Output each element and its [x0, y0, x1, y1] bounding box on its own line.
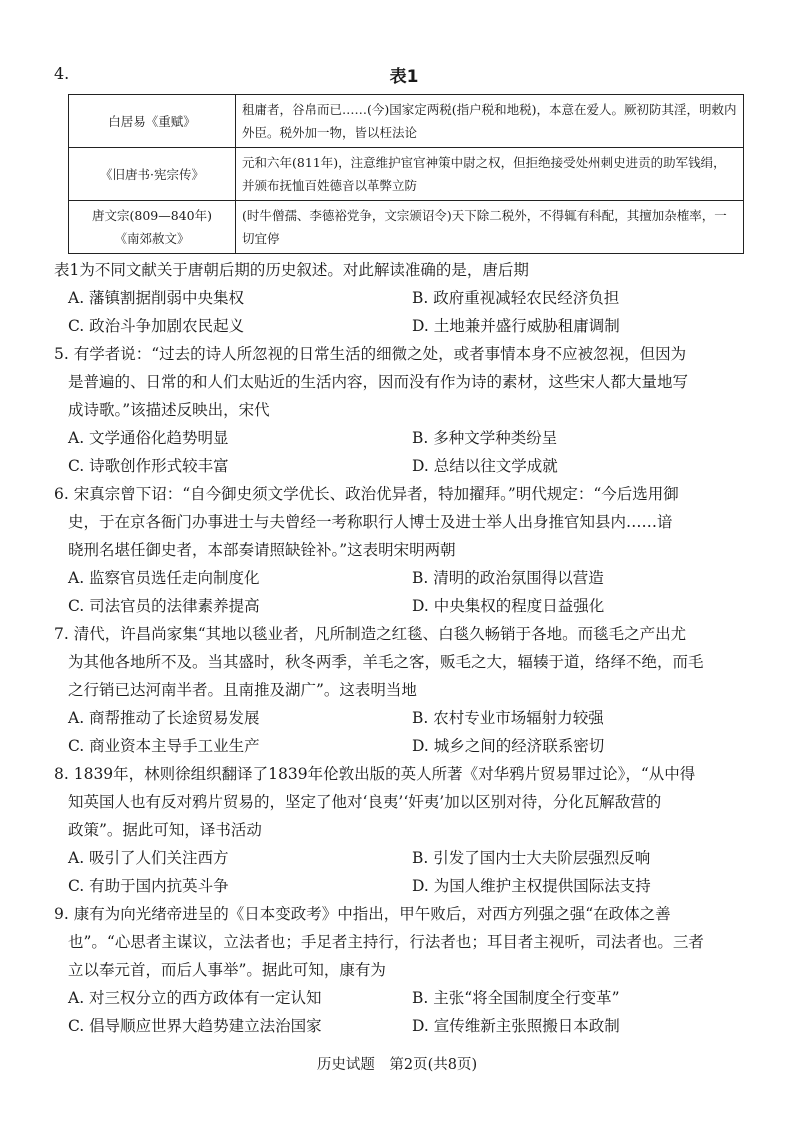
- option-a[interactable]: A. 文学通俗化趋势明显: [68, 429, 229, 447]
- options-grid: [68, 284, 754, 340]
- stem-line: 是普遍的、日常的和人们太贴近的生活内容，因而没有作为诗的素材，这些宋人都大量地写: [68, 373, 689, 391]
- options-grid: [68, 564, 754, 620]
- options-grid: [68, 704, 754, 760]
- question-4-header: [54, 64, 754, 88]
- option-d[interactable]: D. 土地兼并盛行威胁租庸调制: [412, 317, 620, 335]
- question-9: [54, 900, 754, 1040]
- option-b[interactable]: B. 农村专业市场辐射力较强: [412, 709, 604, 727]
- table-row: [69, 148, 744, 201]
- option-c[interactable]: C. 商业资本主导手工业生产: [68, 737, 260, 755]
- option-a[interactable]: A. 商帮推动了长途贸易发展: [68, 709, 260, 727]
- stem-line: 6. 宋真宗曾下诏：“自今御史须文学优长、政治优异者，特加擢拜。”明代规定：“今后选用御: [54, 485, 679, 503]
- table-content-cell: 租庸者，谷帛而已……(今)国家定两税(指户税和地税)，本意在爱人。厥初防其淫，明敕内外臣。税外加一物，皆以枉法论: [236, 95, 744, 148]
- source-table: [68, 94, 744, 254]
- question-7: [54, 620, 754, 760]
- option-c[interactable]: C. 倡导顺应世界大趋势建立法治国家: [68, 1017, 322, 1035]
- option-a[interactable]: A. 监察官员选任走向制度化: [68, 569, 260, 587]
- option-a[interactable]: A. 吸引了人们关注西方: [68, 849, 229, 867]
- table-source-cell: [69, 201, 236, 254]
- table-content-cell: (时牛僧孺、李德裕党争，文宗颁诏令)天下除二税外，不得辄有科配，其擅加杂榷率，一切宜停: [236, 201, 744, 254]
- stem-line: 知英国人也有反对鸦片贸易的，坚定了他对‘良夷’‘奸夷’加以区别对待，分化瓦解敌营的: [68, 793, 662, 811]
- source-line: 《南郊赦文》: [114, 231, 190, 246]
- option-b[interactable]: B. 清明的政治氛围得以营造: [412, 569, 604, 587]
- table-source-cell: 白居易《重赋》: [69, 95, 236, 148]
- options-grid: [68, 424, 754, 480]
- stem-line: 5. 有学者说：“过去的诗人所忽视的日常生活的细微之处，或者事情本身不应被忽视，但因为: [54, 345, 687, 363]
- option-a[interactable]: A. 藩镇割据削弱中央集权: [68, 289, 245, 307]
- question-stem: 表1为不同文献关于唐朝后期的历史叙述。对此解读准确的是，唐后期: [54, 261, 529, 279]
- stem-line: 之行销已达河南半者。且南推及湖广”。这表明当地: [68, 681, 417, 699]
- option-b[interactable]: B. 多种文学种类纷呈: [412, 429, 558, 447]
- source-line: 唐文宗(809—840年): [92, 208, 212, 223]
- stem-line: 晓刑名堪任御史者，本部奏请照缺铨补。”这表明宋明两朝: [68, 541, 456, 559]
- options-grid: [68, 984, 754, 1040]
- option-d[interactable]: D. 宣传维新主张照搬日本政制: [412, 1017, 620, 1035]
- stem-line: 立以奉元首，而后人事举”。据此可知，康有为: [68, 961, 386, 979]
- option-c[interactable]: C. 有助于国内抗英斗争: [68, 877, 229, 895]
- option-c[interactable]: C. 诗歌创作形式较丰富: [68, 457, 229, 475]
- option-a[interactable]: A. 对三权分立的西方政体有一定认知: [68, 989, 322, 1007]
- option-c[interactable]: C. 政治斗争加剧农民起义: [68, 317, 245, 335]
- question-8: [54, 760, 754, 900]
- stem-line: 9. 康有为向光绪帝进呈的《日本变政考》中指出，甲午败后，对西方列强之强“在政体之善: [54, 905, 671, 923]
- question-6: [54, 480, 754, 620]
- stem-line: 8. 1839年，林则徐组织翻译了1839年伦敦出版的英人所著《对华鸦片贸易罪过论》，“从中得: [54, 765, 696, 783]
- question-number: 4.: [54, 64, 70, 83]
- table-title: 表1: [389, 67, 419, 87]
- table-source-cell: 《旧唐书·宪宗传》: [69, 148, 236, 201]
- options-grid: [68, 844, 754, 900]
- stem-line: 成诗歌。”该描述反映出，宋代: [68, 401, 270, 419]
- table-row: [69, 95, 744, 148]
- option-b[interactable]: B. 引发了国内士大夫阶层强烈反响: [412, 849, 651, 867]
- option-d[interactable]: D. 城乡之间的经济联系密切: [412, 737, 605, 755]
- question-5: [54, 340, 754, 480]
- table-content-cell: 元和六年(811年)，注意维护宦官神策中尉之权，但拒绝接受处州刺史进贡的助军钱绢，并颁布抚恤百姓德音以革弊立防: [236, 148, 744, 201]
- stem-line: 为其他各地所不及。当其盛时，秋冬两季，羊毛之客，贩毛之大，辐辏于道，络绎不绝，而毛: [68, 653, 704, 671]
- option-b[interactable]: B. 主张“将全国制度全行变革”: [412, 989, 620, 1007]
- page-footer: 历史试题 第2页(共8页): [316, 1057, 478, 1073]
- stem-line: 史，于在京各衙门办事进士与夫曾经一考称职行人博士及进士举人出身推官知县内……谙: [68, 513, 673, 531]
- stem-line: 政策”。据此可知，译书活动: [68, 821, 262, 839]
- option-b[interactable]: B. 政府重视减轻农民经济负担: [412, 289, 620, 307]
- stem-line: 7. 清代，许昌尚家集“其地以毯业者，凡所制造之红毯、白毯久畅销于各地。而毯毛之产出尤: [54, 625, 687, 643]
- option-d[interactable]: D. 总结以往文学成就: [412, 457, 558, 475]
- stem-line: 也”。“心思者主谋议，立法者也；手足者主持行，行法者也；耳目者主视听，司法者也。三者: [68, 933, 704, 951]
- question-4-body: [54, 256, 754, 340]
- option-c[interactable]: C. 司法官员的法律素养提高: [68, 597, 260, 615]
- option-d[interactable]: D. 为国人维护主权提供国际法支持: [412, 877, 651, 895]
- option-d[interactable]: D. 中央集权的程度日益强化: [412, 597, 605, 615]
- table-row: [69, 201, 744, 254]
